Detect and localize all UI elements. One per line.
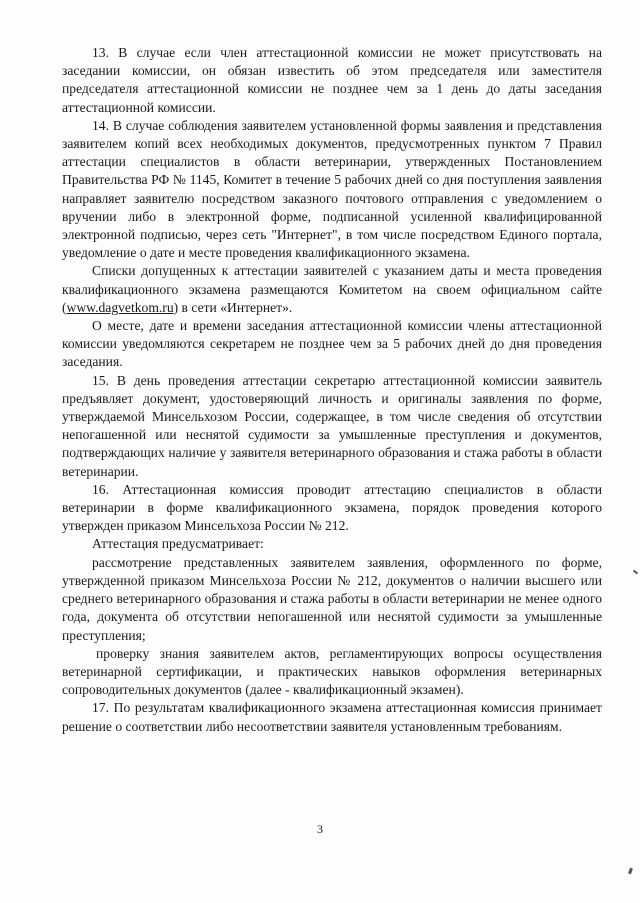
- paragraph-notification: О месте, дате и времени заседания аттестационной комиссии члены аттестационной комиссии уведомляются секретарем не позднее чем за 5 рабочих дней до дня проведения заседания.: [62, 318, 602, 370]
- paragraph-attestation-intro: Аттестация предусматривает:: [92, 536, 264, 552]
- paragraph-13: 13. В случае если член аттестационной комиссии не может присутствовать на заседании комиссии, он обязан известить об этом председателя или заместителя председателя аттестационной комиссии не позднее чем за 1 день до даты заседания аттестационной комиссии.: [62, 45, 602, 115]
- paragraph-attestation-review: рассмотрение представленных заявителем заявления, оформленного по форме, утвержденной приказом Минсельхоза России № 212, документов о наличии высшего или среднего ветеринарного образования и стажа работы в области ветеринарии не менее одного года, документа об отсутствии непогашенной или неснятой судимости за умышленные преступления;: [62, 554, 602, 643]
- paragraph-15: 15. В день проведения аттестации секретарю аттестационной комиссии заявитель предъявляет документ, удостоверяющий личность и оригиналы заявления по форме, утверждаемой Минсельхозом России, содержащее, в том числе сведения об отсутствии непогашенной или неснятой судимости за умышленные преступления и документов, подтверждающих наличие у заявителя ветеринарного образования и стажа работы в области ветеринарии.: [62, 372, 602, 479]
- paragraph-14: 14. В случае соблюдения заявителем установленной формы заявления и представления заявителем копий всех необходимых документов, предусмотренных пунктом 7 Правил аттестации специалистов в области ветеринарии, утвержденных Постановлением Правительства РФ № 1145, Комитет в течение 5 рабочих дней со дня поступления заявления направляет заявителю посредством заказного почтового отправления с уведомлением о вручении либо в электронной форме, подписанной усиленной квалифицированной электронной подписью, через сеть "Интернет", в том числе посредством Единого портала, уведомление о дате и месте проведения квалификационного экзамена.: [62, 117, 602, 261]
- paragraph-16: 16. Аттестационная комиссия проводит аттестацию специалистов в области ветеринарии в форме квалификационного экзамена, порядок проведения которого утвержден приказом Минсельхоза России № 212.: [62, 481, 602, 534]
- paragraph-attestation-check: проверку знания заявителем актов, регламентирующих вопросы осуществления ветеринарной сертификации, и практических навыков оформления ветеринарных сопроводительных документов (далее - квалификационный экзамен).: [62, 645, 602, 698]
- scan-artifact: [628, 868, 633, 875]
- scan-artifact: [633, 570, 638, 575]
- page-number: 3: [317, 822, 323, 836]
- paragraph-lists-text-end: ) в сети «Интернет».: [173, 299, 293, 315]
- document-body: [62, 44, 602, 736]
- paragraph-lists: [62, 262, 602, 317]
- paragraph-lists-text-start: Списки допущенных к аттестации заявителей с указанием даты и места проведения квалификационного экзамена размещаются Комитетом на своем официальном сайте (: [62, 263, 602, 315]
- website-link[interactable]: www.dagvetkom.ru: [66, 299, 174, 315]
- paragraph-17: 17. По результатам квалификационного экзамена аттестационная комиссия принимает решение о соответствии либо несоответствии заявителя установленным требованиям.: [62, 700, 602, 734]
